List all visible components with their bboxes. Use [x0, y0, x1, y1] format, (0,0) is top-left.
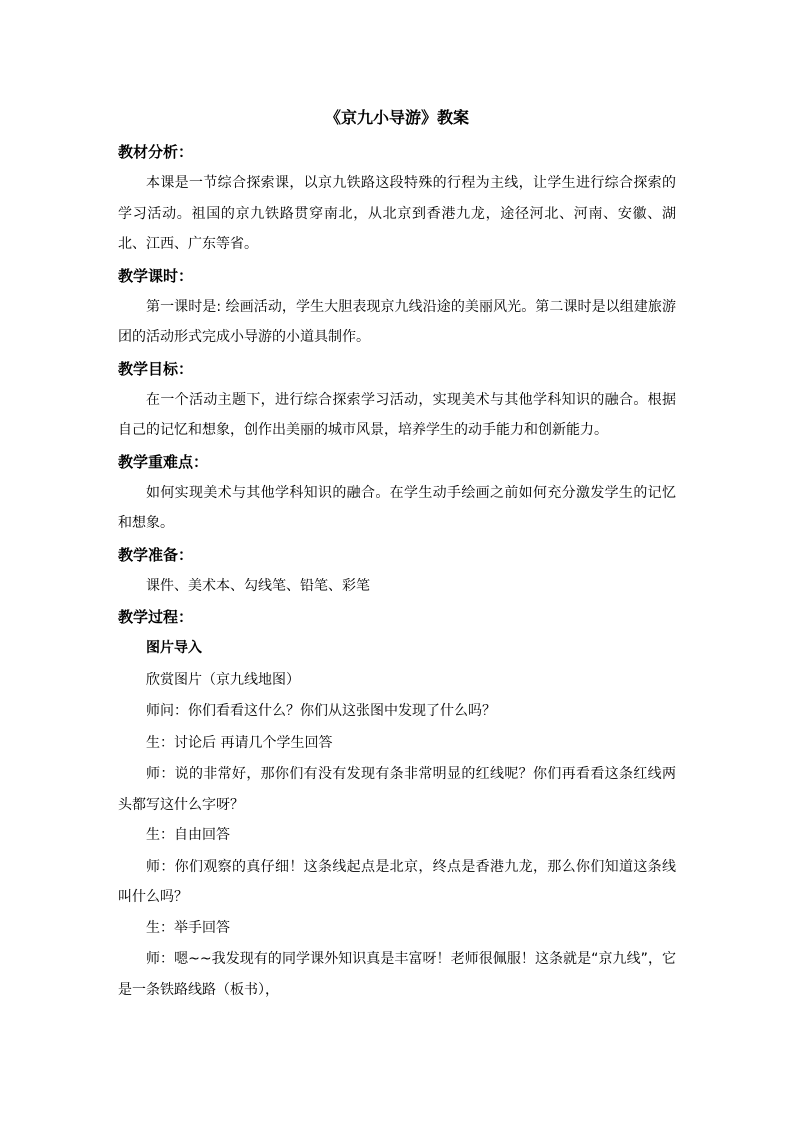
heading-teaching-goals: 教学目标： — [118, 359, 194, 378]
para-textbook-analysis: 本课是一节综合探索课，以京九铁路这段特殊的行程为主线，让学生进行综合探索的学习活动。祖国的京九铁路贯穿南北，从北京到香港九龙，途径河北、河南、安徽、湖北、江西、广东等省。 — [118, 175, 676, 252]
process-line: 师问：你们看看这什么？你们从这张图中发现了什么吗？ — [146, 703, 496, 719]
heading-class-hours: 教学课时： — [118, 266, 194, 285]
heading-textbook-analysis: 教材分析： — [118, 143, 194, 161]
para-class-hours: 第一课时是: 绘画活动，学生大胆表现京九线沿途的美丽风光。第二课时是以组建旅游团的活动形式完成小导游的小道具制作。 — [118, 298, 676, 345]
process-line: 生：举手回答 — [146, 919, 230, 936]
process-line: 师：说的非常好，那你们有没有发现有条非常明显的红线呢？你们再看看这条红线两头都写这什么字呀？ — [118, 766, 676, 813]
para-teaching-goals: 在一个活动主题下，进行综合探索学习活动，实现美术与其他学科知识的融合。根据自己的记忆和想象，创作出美丽的城市风景，培养学生的动手能力和创新能力。 — [118, 391, 676, 438]
process-line: 生：讨论后 再请几个学生回答 — [146, 734, 333, 751]
subheading-picture-intro: 图片导入 — [146, 640, 202, 656]
process-line: 生：自由回答 — [146, 827, 230, 843]
heading-teaching-process: 教学过程： — [118, 608, 194, 626]
heading-key-difficulties: 教学重难点： — [118, 452, 209, 471]
document-content — [118, 100, 676, 1005]
process-line: 师：嗯~~我发现有的同学课外知识真是丰富呀！老师很佩服！这条就是“京九线”，它是一条铁路线路（板书）， — [118, 951, 676, 998]
heading-preparation: 教学准备： — [118, 545, 194, 564]
process-line: 欣赏图片（京九线地图） — [146, 671, 300, 688]
para-key-difficulties: 如何实现美术与其他学科知识的融合。在学生动手绘画之前如何充分激发学生的记忆和想象。 — [118, 484, 676, 531]
para-preparation: 课件、美术本、勾线笔、铅笔、彩笔 — [146, 577, 370, 594]
doc-title: 《京九小导游》教案 — [324, 108, 469, 127]
process-line: 师：你们观察的真仔细！这条线起点是北京，终点是香港九龙，那么你们知道这条线叫什么吗？ — [118, 858, 676, 905]
